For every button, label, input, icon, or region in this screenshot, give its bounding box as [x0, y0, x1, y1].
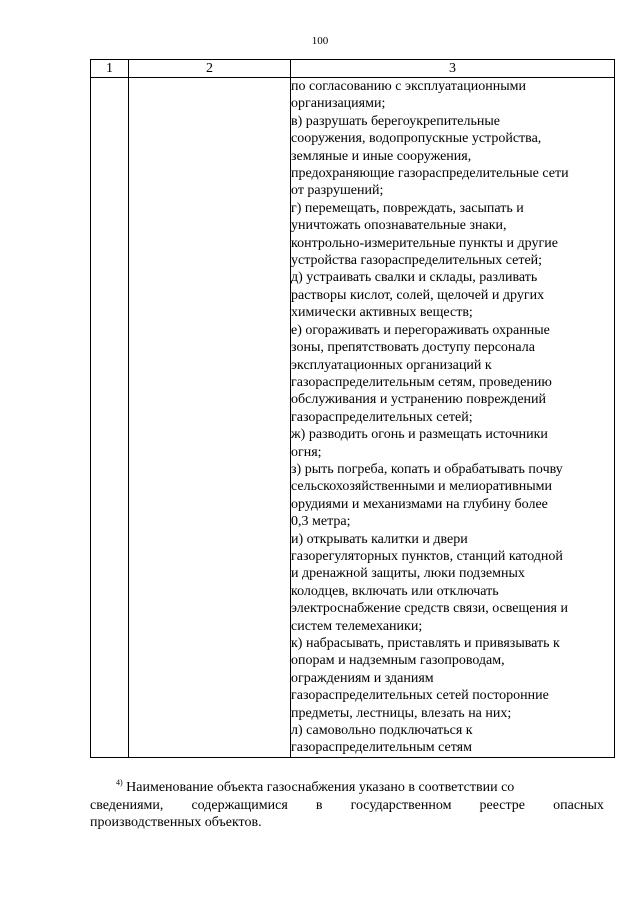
footnote-word: в — [315, 797, 323, 813]
footnote — [90, 779, 604, 832]
text-line: к) набрасывать, приставлять и привязывать к — [291, 636, 560, 651]
table-header-row — [91, 60, 615, 78]
table-row — [91, 78, 615, 758]
text-line: предохраняющие газораспределительные сети — [291, 166, 569, 182]
table-cell-col2 — [129, 78, 291, 758]
text-line: огня; — [291, 444, 322, 460]
text-line: и) открывать калитки и двери — [291, 531, 468, 547]
text-line: д) устраивать свалки и склады, разливать — [291, 270, 538, 286]
column-header-2: 2 — [129, 60, 291, 78]
text-line: опорам и надземным газопроводам, — [291, 653, 505, 669]
text-line: уничтожать опознавательные знаки, — [291, 218, 507, 234]
footnote-text-1: Наименование объекта газоснабжения указано в соответствии со — [126, 780, 515, 795]
text-line: газораспределительных сетей; — [291, 409, 473, 425]
text-line: е) огораживать и перегораживать охранные — [291, 322, 550, 338]
column-header-1: 1 — [91, 60, 129, 78]
text-line: контрольно-измерительные пункты и другие — [291, 235, 558, 251]
table-cell-col1 — [91, 78, 129, 758]
text-line: систем телемеханики; — [291, 618, 423, 634]
text-line: газораспределительным сетям, проведению — [291, 374, 552, 390]
text-line: в) разрушать берегоукрепительные — [291, 113, 501, 129]
text-line: от разрушений; — [291, 183, 384, 199]
text-line: газорегуляторных пунктов, станций катодной — [291, 548, 563, 564]
document-table — [90, 59, 615, 758]
footnote-word: государственном — [350, 797, 452, 813]
footnote-word: сведениями, — [90, 797, 164, 813]
text-line: ограждениям и зданиям — [291, 670, 434, 686]
footnote-line-2 — [90, 797, 604, 815]
text-line: предметы, лестницы, влезать на них; — [291, 705, 512, 721]
text-line: организациями; — [291, 96, 386, 112]
text-line: растворы кислот, солей, щелочей и других — [291, 287, 545, 303]
text-line: орудиями и механизмами на глубину более — [291, 496, 548, 512]
text-line: обслуживания и устранению повреждений — [291, 392, 547, 408]
text-line: ж) разводить огонь и размещать источники — [291, 427, 548, 443]
page-number: 100 — [311, 35, 329, 47]
text-line: газораспределительных сетей посторонние — [291, 688, 549, 704]
text-line: колодцев, включать или отключать — [291, 583, 499, 599]
text-line: г) перемещать, повреждать, засыпать и — [291, 200, 524, 216]
table-cell-col3 — [291, 78, 615, 758]
text-line: зоны, препятствовать доступу персонала — [291, 340, 535, 356]
text-line: устройства газораспределительных сетей; — [291, 253, 543, 269]
footnote-marker: 4) — [116, 778, 123, 787]
footnote-word: реестре — [479, 797, 526, 813]
text-line: эксплуатационных организаций к — [291, 357, 492, 373]
text-line: з) рыть погреба, копать и обрабатывать почву — [291, 461, 563, 477]
text-line: химически активных веществ; — [291, 305, 473, 321]
text-line: по согласованию с эксплуатационными — [291, 79, 526, 94]
footnote-line-3: производственных объектов. — [90, 815, 262, 830]
footnote-line-1 — [90, 779, 604, 797]
text-line: 0,3 метра; — [291, 514, 351, 530]
text-line: и дренажной защиты, люки подземных — [291, 566, 525, 582]
text-line: сооружения, водопропускные устройства, — [291, 131, 542, 147]
footnote-word: опасных — [553, 797, 604, 813]
text-line: газораспределительным сетям — [291, 740, 472, 756]
footnote-word: содержащимися — [191, 797, 288, 813]
text-line: земляные и иные сооружения, — [291, 148, 472, 164]
text-line: л) самовольно подключаться к — [291, 723, 473, 739]
text-line: сельскохозяйственными и мелиоративными — [291, 479, 553, 495]
column-header-3: 3 — [291, 60, 615, 78]
text-line: электроснабжение средств связи, освещения и — [291, 601, 568, 617]
